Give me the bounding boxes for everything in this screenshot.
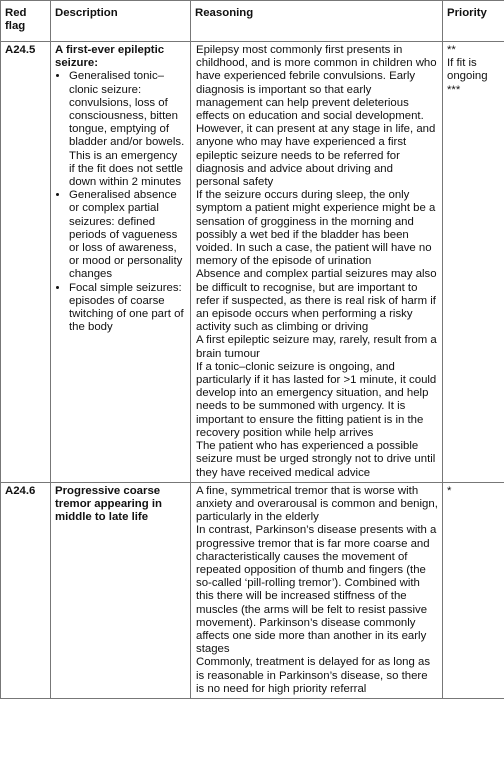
table-header-row [1,1,504,42]
list-item: • Generalised absence or complex partial seizures: defined periods of vagueness or loss of awareness, or mood or personality changes [69,189,186,281]
reasoning-cell [191,42,443,483]
description-cell [51,482,191,698]
reasoning-paragraph: Epilepsy most commonly first presents in childhood, and is more common in children who have experienced febrile convulsions. Early diagnosis is important so that early management can help prevent deleterious effects on education and social development. However, it can present at any stage in life, and anyone who may have experienced a first epileptic seizure needs to be referred for diagnosis and advice about driving and personal safety [196,44,437,189]
reasoning-paragraph: A first epileptic seizure may, rarely, result from a brain tumour [196,334,437,360]
red-flag-code: A24.6 [1,482,51,698]
priority-cell: ** If fit is ongoing *** [443,42,504,483]
description-list [55,70,186,334]
reasoning-paragraph: In contrast, Parkinson’s disease presents with a progressive tremor that is far more coarse and characteristically causes the movement of repeated opposition of thumb and fingers (the so-called ‘pill-rolling tremor’). Combined with this there will be increased stiffness of the muscles (the arms will be felt to resist passive movement). Parkinson’s disease commonly affects one side more than another in its early stages [196,524,437,656]
list-item: • Focal simple seizures: episodes of coarse twitching of one part of the body [69,282,186,335]
description-cell [51,42,191,483]
red-flag-code: A24.5 [1,42,51,483]
red-flag-title: Progressive coarse tremor appearing in middle to late life [55,484,162,524]
header-red-flag: Red flag [1,1,51,42]
table-row [1,482,504,698]
table-row [1,42,504,483]
list-item: • Generalised tonic–clonic seizure: convulsions, loss of consciousness, bitten tongue, emptying of bladder and/or bowels. This is an emergency if the fit does not settle down within 2 minutes [69,70,186,189]
header-reasoning: Reasoning [191,1,443,42]
priority-cell: * [443,482,504,698]
header-priority: Priority [443,1,504,42]
reasoning-paragraph: Absence and complex partial seizures may also be difficult to recognise, but are important to refer if suspected, as there is real risk of harm if an episode occurs when performing a risky activity such as climbing or driving [196,268,437,334]
reasoning-paragraph: A fine, symmetrical tremor that is worse with anxiety and overarousal is common and benign, particularly in the elderly [196,484,438,524]
reasoning-paragraph: If the seizure occurs during sleep, the only symptom a patient might experience might be a sensation of grogginess in the morning and possibly a wet bed if the bladder has been voided. In such a case, the patient will have no memory of the episode of urination [196,189,436,268]
reasoning-paragraph: If a tonic–clonic seizure is ongoing, and particularly if it has lasted for >1 minute, it could develop into an emergency situation, and help needs to be summoned with urgency. It is important to ensure the fitting patient is in the recovery position while help arrives [196,360,437,439]
header-description: Description [51,1,191,42]
reasoning-paragraph: The patient who has experienced a possible seizure must be urged strongly not to drive until they have received medical advice [196,440,436,479]
reasoning-paragraph: Commonly, treatment is delayed for as long as is reasonable in Parkinson’s disease, so there is no need for high priority referral [196,656,431,695]
red-flag-title: A first-ever epileptic seizure: [55,44,165,70]
reasoning-cell [191,482,443,698]
